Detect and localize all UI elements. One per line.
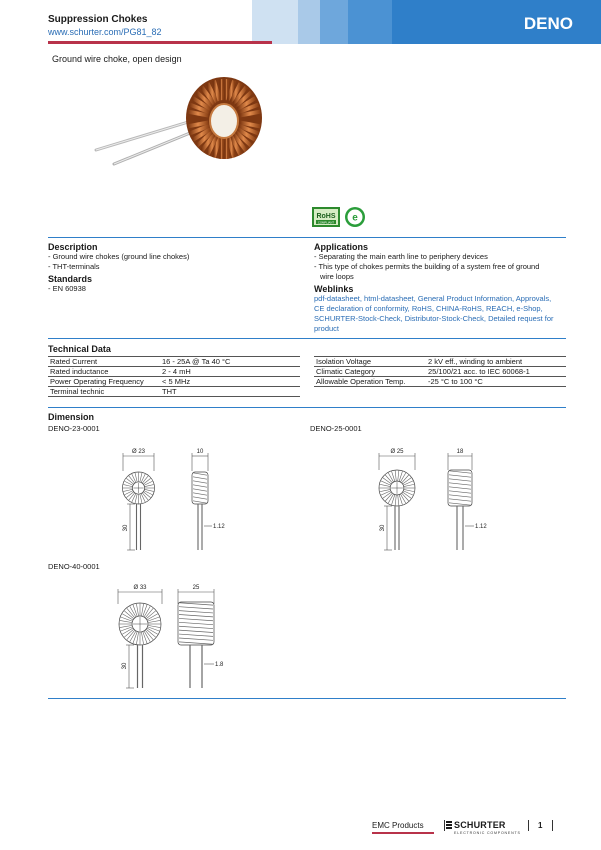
dimension-heading: Dimension xyxy=(48,412,95,422)
footer-brand: SCHURTER xyxy=(454,820,506,830)
band-stripe xyxy=(298,0,320,44)
table-row xyxy=(314,367,566,377)
dim-diameter: Ø 33 xyxy=(133,585,147,591)
dim-height: 30 xyxy=(122,662,128,670)
spec-label: Rated Current xyxy=(48,357,160,367)
rohs-logo-icon xyxy=(312,207,340,227)
svg-text:e: e xyxy=(352,212,358,224)
weblinks-heading: Weblinks xyxy=(314,284,354,294)
dim-height: 30 xyxy=(380,524,386,532)
spec-label: Allowable Operation Temp. xyxy=(314,377,426,387)
rohs-logo-subtext: COMPLIANT xyxy=(317,220,335,225)
dimension-drawing xyxy=(368,446,508,556)
section-rule xyxy=(48,698,566,699)
footer-separator xyxy=(444,820,445,831)
section-rule xyxy=(48,338,566,339)
toroid-front-view xyxy=(123,472,155,504)
dimension-drawing xyxy=(110,446,240,556)
spec-value: 16 - 25A @ Ta 40 °C xyxy=(160,357,300,367)
header-url-link[interactable]: www.schurter.com/PG81_82 xyxy=(48,27,162,37)
table-row xyxy=(48,387,300,397)
band-stripe xyxy=(348,0,392,44)
schurter-logo-icon xyxy=(446,821,452,829)
dimension-drawing xyxy=(110,582,250,692)
spec-value: 2 - 4 mH xyxy=(160,367,300,377)
drawing-part-number: DENO-25-0001 xyxy=(310,424,362,433)
weblinks-line[interactable]: SCHURTER-Stock-Check, Distributor-Stock-Check, Detailed request for xyxy=(314,314,554,323)
rohs-logo-text: RoHS xyxy=(316,213,336,220)
table-row xyxy=(314,357,566,367)
spec-value: 25/100/21 acc. to IEC 60068-1 xyxy=(426,367,566,377)
technical-data-table-left xyxy=(48,356,300,397)
toroid-side-view xyxy=(448,470,472,506)
spec-value: THT xyxy=(160,387,300,397)
dim-diameter: Ø 25 xyxy=(390,449,404,455)
toroid-winding xyxy=(186,77,262,159)
footer-accent-line xyxy=(372,832,434,834)
toroid-front-view xyxy=(119,603,161,645)
weblinks-line[interactable]: CE declaration of conformity, RoHS, CHINA-RoHS, REACH, e-Shop, xyxy=(314,304,543,313)
band-stripe xyxy=(320,0,348,44)
dim-wire: 1.12 xyxy=(475,524,487,530)
spec-label: Climatic Category xyxy=(314,367,426,377)
spec-value: 2 kV eff., winding to ambient xyxy=(426,357,566,367)
dim-height: 30 xyxy=(123,524,129,532)
spec-value: < 5 MHz xyxy=(160,377,300,387)
section-rule xyxy=(48,407,566,408)
footer-brand-subtitle: ELECTRONIC COMPONENTS xyxy=(454,831,521,835)
drawing-part-number: DENO-40-0001 xyxy=(48,562,100,571)
table-row xyxy=(48,367,300,377)
technical-data-table-right xyxy=(314,356,566,387)
page-number: 1 xyxy=(538,821,543,830)
toroid-side-view xyxy=(192,472,208,504)
spec-label: Isolation Voltage xyxy=(314,357,426,367)
applications-item: - Separating the main earth line to periphery devices xyxy=(314,252,488,261)
technical-data-heading: Technical Data xyxy=(48,344,111,354)
header-accent-line xyxy=(48,41,272,44)
description-item: - THT-terminals xyxy=(48,262,100,271)
footer-separator xyxy=(528,820,529,831)
header-model: DENO xyxy=(523,14,573,33)
product-subtitle: Ground wire choke, open design xyxy=(52,54,182,64)
dim-wire: 1.8 xyxy=(215,662,224,668)
description-item: - Ground wire chokes (ground line chokes) xyxy=(48,252,190,261)
dim-wire: 1.12 xyxy=(213,524,225,530)
spec-label: Rated inductance xyxy=(48,367,160,377)
standards-item: - EN 60938 xyxy=(48,284,86,293)
standards-heading: Standards xyxy=(48,274,93,284)
spec-label: Power Operating Frequency xyxy=(48,377,160,387)
footer-section: EMC Products xyxy=(372,821,424,830)
section-rule xyxy=(48,237,566,238)
dim-width: 25 xyxy=(192,585,200,591)
toroid-side-view xyxy=(178,602,214,645)
table-row xyxy=(48,377,300,387)
spec-value: -25 °C to 100 °C xyxy=(426,377,566,387)
band-stripe xyxy=(252,0,298,44)
spec-label: Terminal technic xyxy=(48,387,160,397)
header-category: Suppression Chokes xyxy=(48,14,148,25)
weblinks-line[interactable]: product xyxy=(314,324,340,333)
product-photo xyxy=(90,72,290,184)
applications-item: wire loops xyxy=(320,272,354,281)
footer-separator xyxy=(552,820,553,831)
china-rohs-logo-icon xyxy=(345,207,365,227)
table-row xyxy=(314,377,566,387)
applications-heading: Applications xyxy=(314,242,369,252)
dim-width: 18 xyxy=(456,449,464,455)
certification-logos xyxy=(312,206,370,228)
description-heading: Description xyxy=(48,242,98,252)
table-row xyxy=(48,357,300,367)
dim-diameter: Ø 23 xyxy=(131,449,146,455)
toroid-front-view xyxy=(379,470,415,506)
drawing-part-number: DENO-23-0001 xyxy=(48,424,100,433)
dim-width: 10 xyxy=(196,449,204,455)
applications-item: - This type of chokes permits the building of a system free of ground xyxy=(314,262,540,271)
weblinks-line[interactable]: pdf-datasheet, html-datasheet, General Product Information, Approvals, xyxy=(314,294,552,303)
